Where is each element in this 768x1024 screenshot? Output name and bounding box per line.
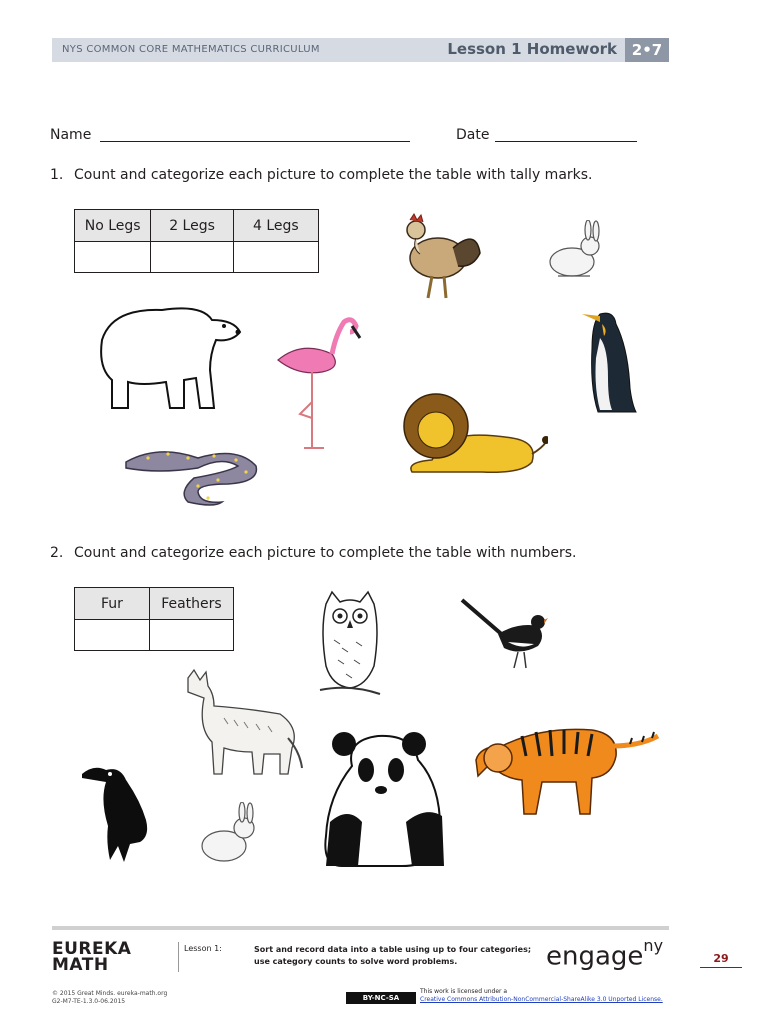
rabbit-2-picture [196, 802, 264, 866]
license-link[interactable]: Creative Commons Attribution-NonCommercial-ShareAlike 3.0 Unported License. [420, 996, 663, 1003]
flamingo-picture [272, 314, 362, 452]
tally-cell-no-legs[interactable] [75, 242, 151, 273]
name-label: Name [50, 127, 92, 143]
penguin-picture [578, 308, 638, 416]
question-1-text: Count and categorize each picture to complete the table with tally marks. [74, 167, 593, 183]
logo-line-2: MATH [52, 955, 109, 975]
license-text [420, 988, 663, 1004]
footer-lesson-label: Lesson 1: [184, 944, 222, 953]
header-banner [52, 38, 669, 62]
engage-text: engage [546, 941, 644, 972]
rabbit-picture [544, 220, 610, 280]
question-2-text: Count and categorize each picture to complete the table with numbers. [74, 545, 577, 561]
tally-cell-2-legs[interactable] [151, 242, 233, 273]
grade-module-badge: 2•7 [625, 38, 669, 62]
date-field[interactable] [495, 141, 637, 142]
lion-picture [402, 384, 548, 478]
tally-cell-4-legs[interactable] [233, 242, 318, 273]
question-2-number: 2. [50, 545, 64, 561]
question-1-number: 1. [50, 167, 64, 183]
number-cell-feathers[interactable] [149, 620, 233, 651]
rooster-picture [398, 208, 486, 304]
question-2 [50, 545, 650, 565]
header-fur: Fur [75, 588, 150, 620]
name-field[interactable] [100, 141, 410, 142]
copyright-line-2: G2-M7-TE-1.3.0-06.2015 [52, 998, 126, 1005]
snake-picture [118, 442, 264, 508]
question-1 [50, 167, 650, 187]
copyright-line-1: © 2015 Great Minds. eureka-math.org [52, 990, 168, 997]
footer-divider [52, 926, 669, 930]
lesson-objective: Sort and record data into a table using up to four categories; use category counts to solve word problems. [254, 945, 532, 966]
crow-picture [80, 760, 154, 864]
header-no-legs: No Legs [75, 210, 151, 242]
license-line-1: This work is licensed under a [420, 988, 508, 995]
header-feathers: Feathers [149, 588, 233, 620]
logo-line-1: EUREKA [52, 939, 132, 959]
engageny-logo [546, 936, 664, 972]
lesson-title: Lesson 1 Homework [447, 40, 617, 58]
engage-sup: ny [643, 936, 664, 955]
date-label: Date [456, 127, 490, 143]
curriculum-label: NYS COMMON CORE MATHEMATICS CURRICULUM [62, 44, 320, 55]
number-table [74, 587, 234, 651]
coyote-picture [184, 668, 304, 780]
polar-bear-picture [92, 290, 242, 416]
footer-separator [178, 942, 180, 972]
cc-license-badge: BY-NC-SA [346, 992, 416, 1004]
magpie-picture [458, 596, 548, 670]
tiger-picture [472, 716, 662, 822]
number-cell-fur[interactable] [75, 620, 150, 651]
tally-table [74, 209, 319, 273]
panda-picture [322, 726, 446, 872]
owl-picture [316, 590, 384, 698]
eureka-math-logo [52, 941, 131, 973]
copyright [52, 990, 167, 1006]
page-number: 29 [700, 952, 742, 968]
header-4-legs: 4 Legs [233, 210, 318, 242]
header-2-legs: 2 Legs [151, 210, 233, 242]
